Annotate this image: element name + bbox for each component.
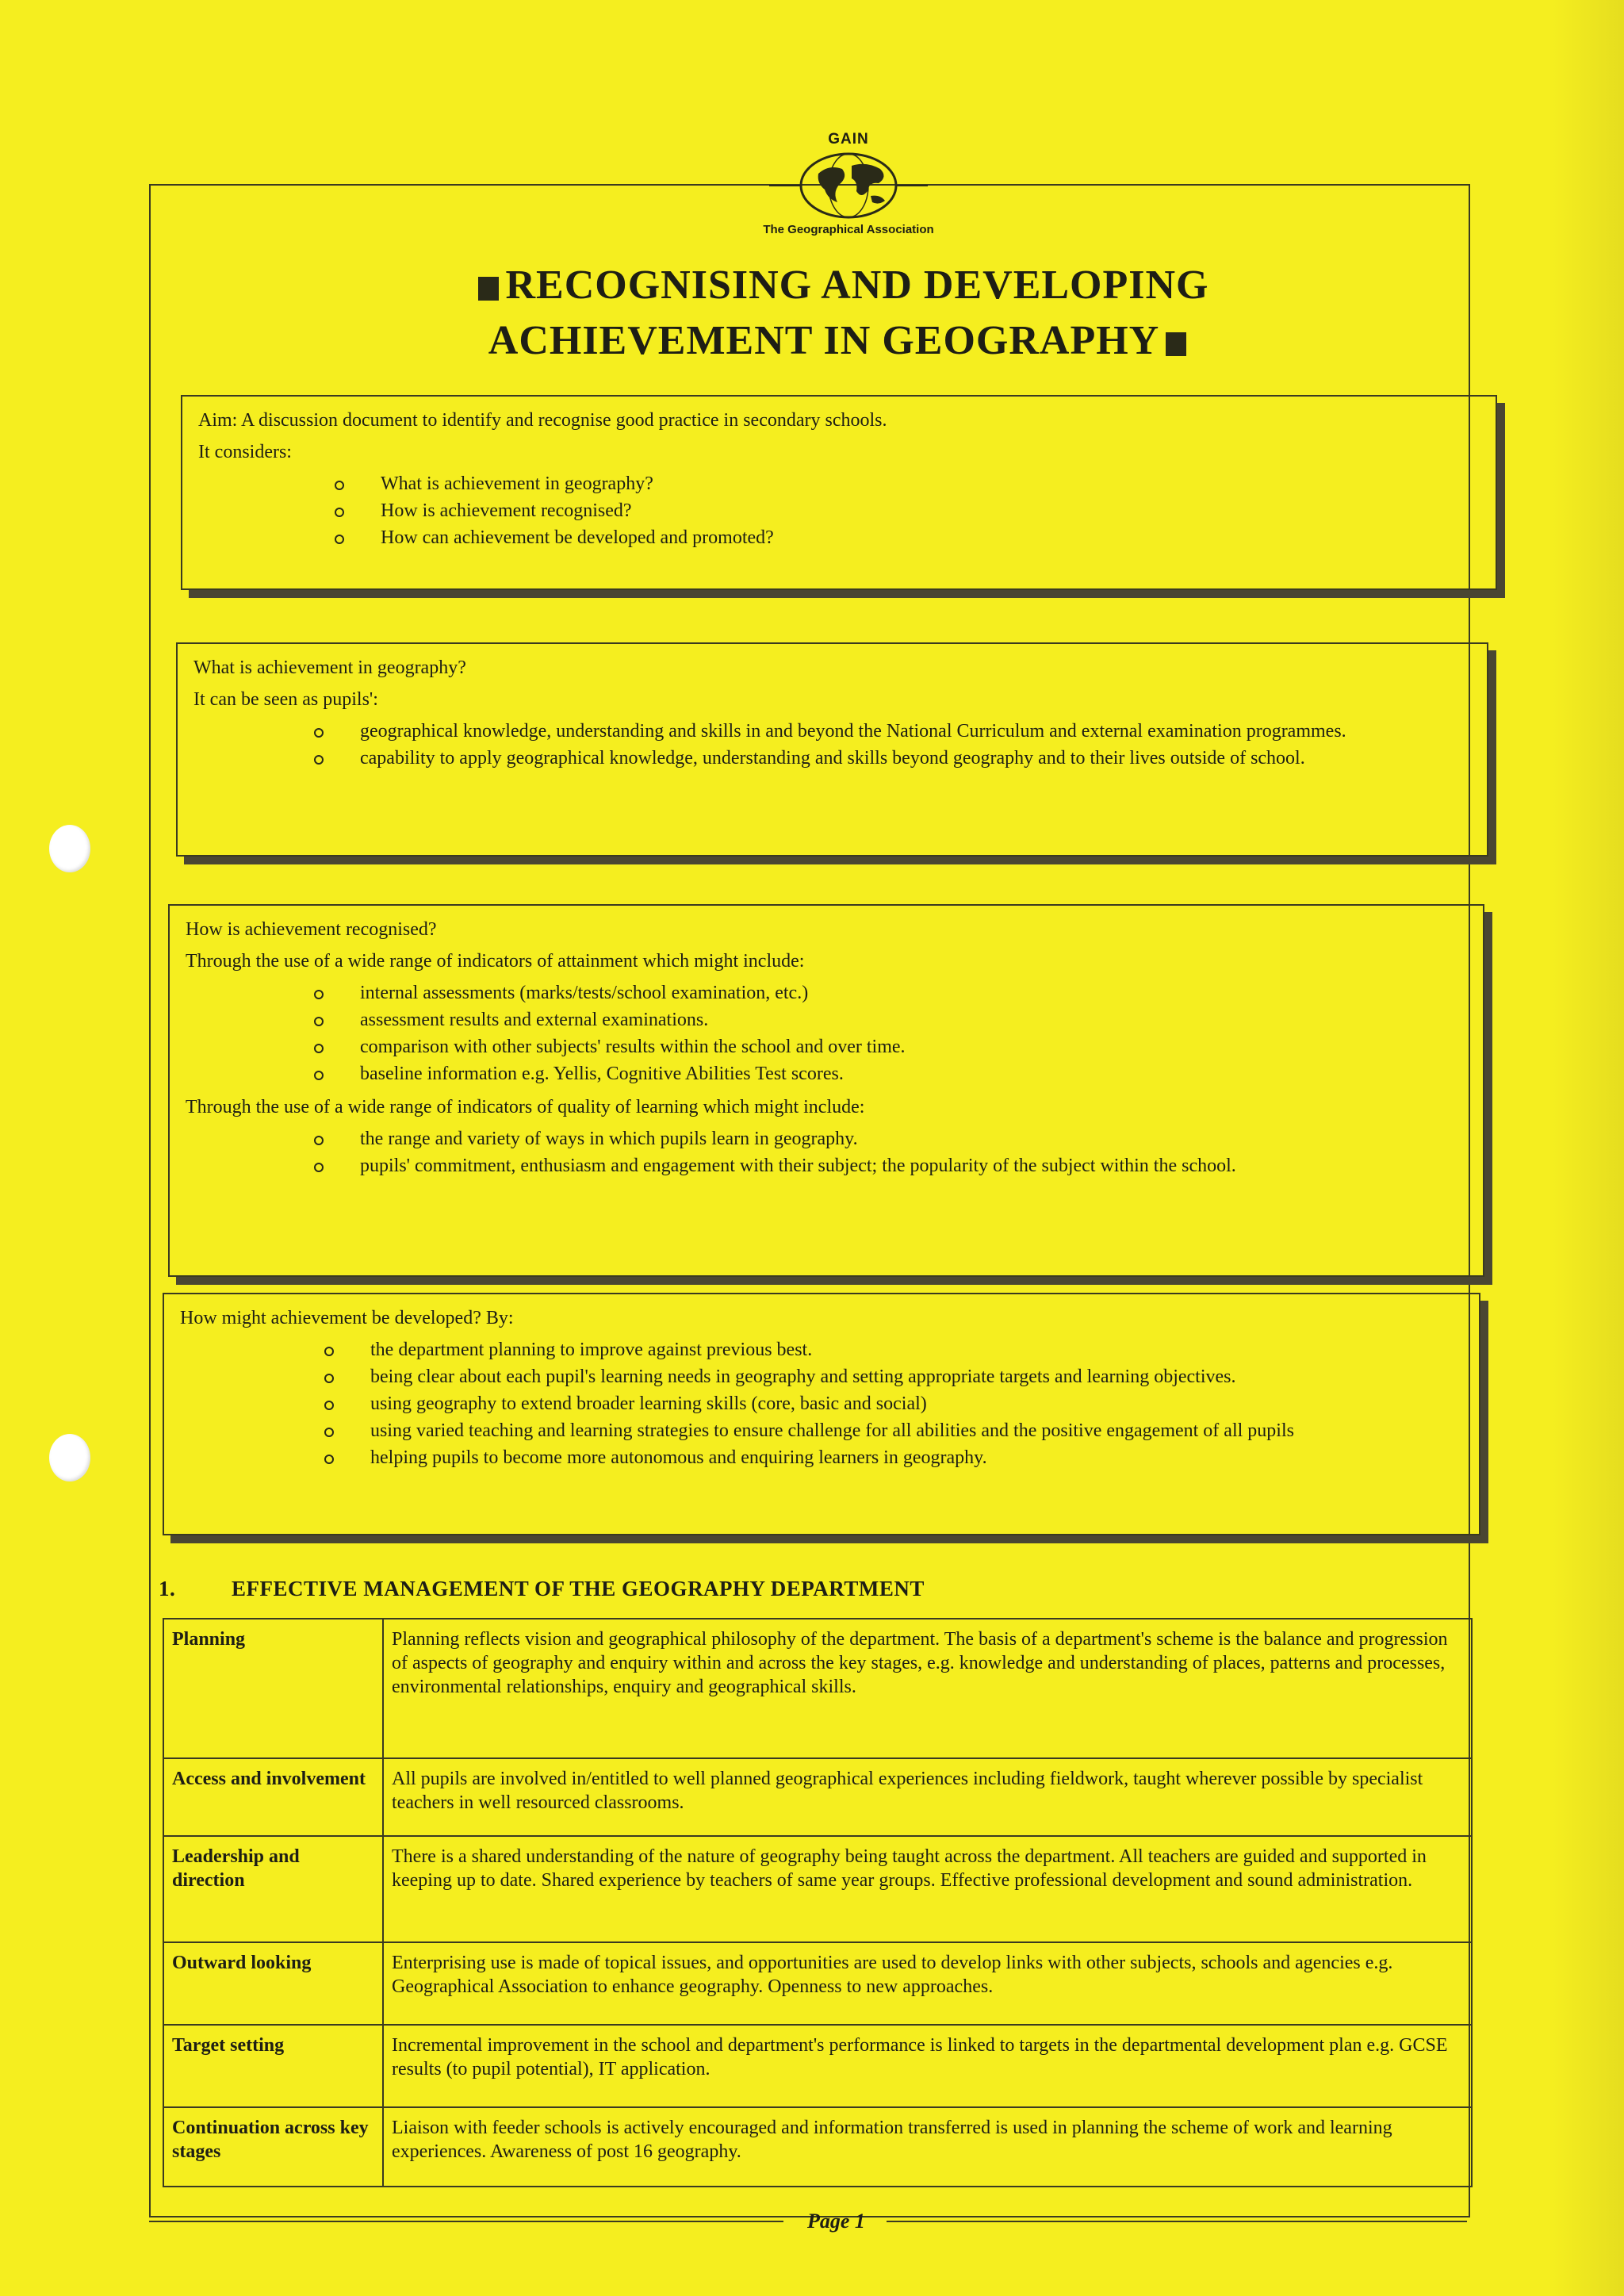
quality-list	[186, 1126, 1467, 1179]
list-item: What is achievement in geography?	[373, 471, 1480, 496]
row-label: Outward looking	[163, 1942, 383, 2025]
list-item: using varied teaching and learning strategies to ensure challenge for all abilities and the positive engagement of all pupils	[362, 1418, 1463, 1443]
table-row	[163, 2025, 1472, 2107]
what-list	[193, 719, 1471, 771]
table-row	[163, 1619, 1472, 1758]
box-intro: Through the use of a wide range of indicators of attainment which might include:	[186, 951, 805, 972]
box-heading: How is achievement recognised?	[186, 919, 437, 940]
box-intro: It can be seen as pupils':	[193, 689, 378, 710]
paper-edge	[1553, 0, 1624, 2296]
list-item: helping pupils to become more autonomous and enquiring learners in geography.	[362, 1445, 1463, 1470]
title-bullet-square	[1166, 332, 1186, 356]
punch-hole-bottom	[49, 1434, 90, 1481]
considers-text: It considers:	[198, 442, 292, 462]
list-item: being clear about each pupil's learning needs in geography and setting appropriate targets and learning objectives.	[362, 1364, 1463, 1389]
page-title	[412, 258, 1269, 369]
row-text: Incremental improvement in the school and department's performance is linked to targets in the departmental development plan e.g. GCSE results (to pupil potential), IT application.	[383, 2025, 1472, 2107]
what-achievement-box	[176, 642, 1488, 857]
develop-list	[180, 1337, 1463, 1470]
list-item: using geography to extend broader learning skills (core, basic and social)	[362, 1391, 1463, 1416]
punch-hole-top	[49, 825, 90, 872]
table-row	[163, 1836, 1472, 1942]
aim-box	[181, 395, 1497, 590]
title-line-1: RECOGNISING AND DEVELOPING	[412, 258, 1269, 313]
how-recognised-box	[168, 904, 1484, 1277]
page-number: Page 1	[807, 2210, 865, 2233]
row-label: Target setting	[163, 2025, 383, 2107]
list-item: the range and variety of ways in which pupils learn in geography.	[352, 1126, 1467, 1152]
row-text: Enterprising use is made of topical issues, and opportunities are used to develop links with other subjects, schools and agencies e.g. Geographical Association to enhance geography. Openness to new approaches.	[383, 1942, 1472, 2025]
list-item: capability to apply geographical knowledge, understanding and skills beyond geography and to their lives outside of school.	[352, 746, 1471, 771]
title-bullet-square	[478, 277, 499, 301]
globe-icon	[769, 150, 928, 221]
management-table	[163, 1618, 1473, 2187]
list-item: How can achievement be developed and promoted?	[373, 525, 1480, 550]
row-label: Access and involvement	[163, 1758, 383, 1836]
row-text: Liaison with feeder schools is actively encouraged and information transferred is used in planning the scheme of work and learning experiences. Awareness of post 16 geography.	[383, 2107, 1472, 2187]
attainment-list	[186, 980, 1467, 1087]
aim-list	[198, 471, 1480, 550]
list-item: the department planning to improve against previous best.	[362, 1337, 1463, 1363]
table-row	[163, 1758, 1472, 1836]
row-text: There is a shared understanding of the nature of geography being taught across the department. All teachers are guided and supported in keeping up to date. Shared experience by teachers of same year groups. Effective professional development and sound administration.	[383, 1836, 1472, 1942]
logo-top-text: GAIN	[828, 131, 869, 148]
section-heading	[159, 1577, 925, 1601]
list-item: How is achievement recognised?	[373, 498, 1480, 523]
section-title: EFFECTIVE MANAGEMENT OF THE GEOGRAPHY DEPARTMENT	[232, 1577, 925, 1600]
list-item: pupils' commitment, enthusiasm and engagement with their subject; the popularity of the subject within the school.	[352, 1153, 1467, 1179]
list-item: geographical knowledge, understanding and skills in and beyond the National Curriculum and external examination programmes.	[352, 719, 1471, 744]
box-heading: How might achievement be developed? By:	[180, 1308, 514, 1328]
section-number: 1.	[159, 1577, 176, 1600]
box-heading: What is achievement in geography?	[193, 657, 466, 678]
table-row	[163, 1942, 1472, 2025]
row-label: Leadership and direction	[163, 1836, 383, 1942]
how-developed-box	[163, 1293, 1480, 1535]
aim-text: Aim: A discussion document to identify and recognise good practice in secondary schools.	[198, 410, 887, 431]
list-item: baseline information e.g. Yellis, Cognitive Abilities Test scores.	[352, 1061, 1467, 1087]
footer-rule-left	[149, 2221, 783, 2222]
title-line-2: ACHIEVEMENT IN GEOGRAPHY	[412, 313, 1269, 369]
row-text: Planning reflects vision and geographical philosophy of the department. The basis of a department's scheme is the balance and progression of aspects of geography and enquiry within and across the key stages, e.g. knowledge and understanding of places, patterns and processes, environmental relationships, enquiry and geographical skills.	[383, 1619, 1472, 1758]
page-footer	[149, 2210, 1467, 2233]
gain-logo	[753, 131, 944, 258]
row-text: All pupils are involved in/entitled to well planned geographical experiences including fieldwork, taught wherever possible by specialist teachers in well resourced classrooms.	[383, 1758, 1472, 1836]
table-row	[163, 2107, 1472, 2187]
list-item: internal assessments (marks/tests/school examination, etc.)	[352, 980, 1467, 1006]
list-item: comparison with other subjects' results within the school and over time.	[352, 1034, 1467, 1060]
box-intro: Through the use of a wide range of indicators of quality of learning which might include:	[186, 1097, 865, 1117]
logo-organisation: The Geographical Association	[763, 223, 934, 236]
list-item: assessment results and external examinations.	[352, 1007, 1467, 1033]
row-label: Planning	[163, 1619, 383, 1758]
footer-rule-right	[887, 2221, 1467, 2222]
row-label: Continuation across key stages	[163, 2107, 383, 2187]
